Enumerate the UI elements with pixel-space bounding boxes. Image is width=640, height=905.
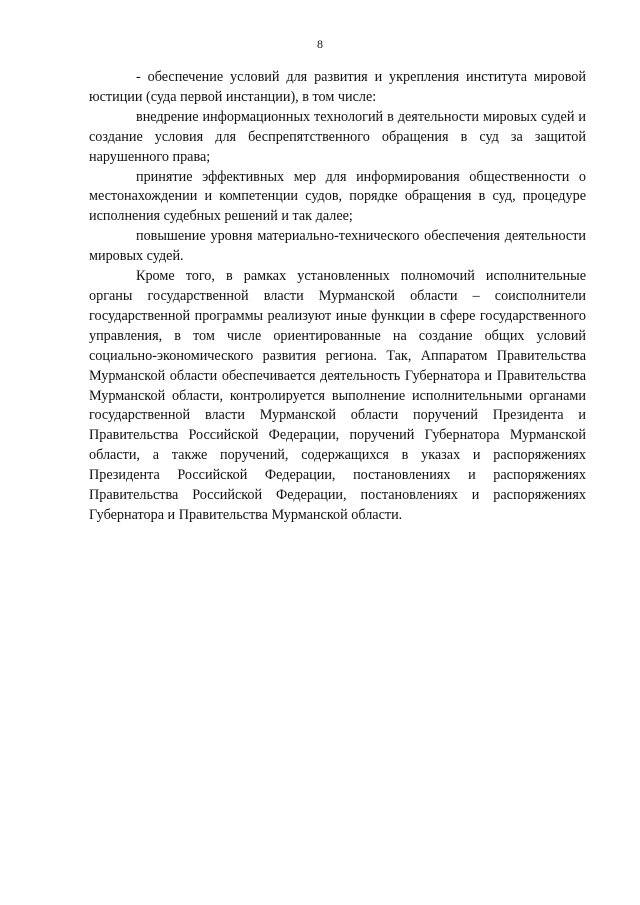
paragraph-justice-institute: - обеспечение условий для развития и укрепления института мировой юстиции (суда первой инстанции), в том числе: [89,69,586,105]
document-body [89,68,586,526]
paragraph-public-information: принятие эффективных мер для информирования общественности о местонахождении и компетенции судов, порядке обращения в суд, процедуре исполнения судебных решений и так далее; [89,168,586,225]
paragraph-executive-bodies: Кроме того, в рамках установленных полномочий исполнительные органы государственной власти Мурманской области – соисполнители государственной программы реализуют иные функции в сфере государственного управления, в том числе ориентированные на создание общих условий социально-экономического развития региона. Так, Аппаратом Правительства Мурманской области обеспечивается деятельность Губернатора и Правительства Мурманской области, контролируется выполнение исполнительными органами государственной власти Мурманской области поручений Президента и Правительства Российской Федерации, поручений Губернатора Мурманской области, а также поручений, содержащихся в указах и распоряжениях Президента Российской Федерации, постановлениях и распоряжениях Правительства Российской Федерации, постановлениях и распоряжениях Губернатора и Правительства Мурманской области. [89,268,586,523]
paragraph-material-support: повышение уровня материально-технического обеспечения деятельности мировых судей. [89,228,586,265]
page-number: 8 [317,37,323,51]
paragraph-information-technologies: внедрение информационных технологий в деятельности мировых судей и создание условия для беспрепятственного обращения в суд за защитой нарушенного права; [89,108,586,165]
